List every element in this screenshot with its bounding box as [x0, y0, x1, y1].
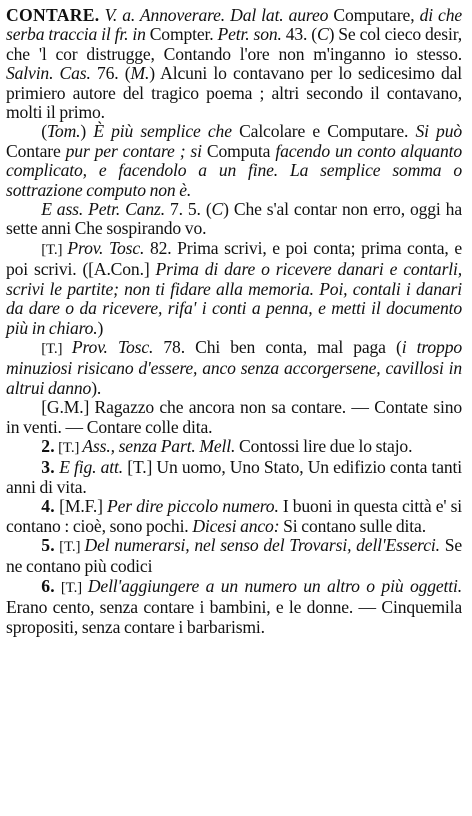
usage-paragraph [6, 398, 462, 437]
text-run: ) [97, 317, 104, 338]
italic-text: V. a. Annoverare. Dal lat. aureo [104, 5, 329, 25]
text-run: Computa [201, 140, 276, 161]
text-run: [T.] [54, 579, 88, 596]
sense-paragraph [6, 458, 462, 497]
text-run: ) Alcuni lo contavano per lo sedicesimo dal primiero autore del tragico poema ; altri secondo il contavano, molti il primo. [6, 63, 463, 123]
headword: CONTARE. [6, 5, 100, 25]
italic-text: Per dire piccolo numero. [106, 496, 279, 517]
text-run: Si contano sulle dita. [279, 515, 426, 536]
sense-number: 2. [41, 435, 55, 456]
text-run: 7. 5. ( [164, 199, 212, 220]
text-run: ( [41, 121, 47, 142]
text-run: Erano cento, senza contare i bambini, e le donne. — Cinquemila spropositi, senza contare i barbarismi. [6, 597, 462, 637]
text-run: I buoni in questa città e' si contano : cioè, sono pochi. [6, 496, 462, 536]
text-run: 78. Chi ben conta, mal paga ( [153, 336, 402, 357]
italic-text: M. [130, 63, 150, 84]
text-run: ) Che s'al contar non erro, oggi ha sette anni Che sospirando vo. [6, 199, 462, 239]
text-run: Contare [6, 140, 66, 161]
sense-number: 6. [41, 575, 55, 596]
sense-number: 4. [41, 496, 55, 517]
italic-text: Salvin. Cas. [6, 63, 91, 84]
italic-text: Del numerarsi, nel senso del Trovarsi, dell'Esserci. [84, 534, 440, 555]
sense-paragraph [6, 536, 462, 577]
text-run: 43. ( [281, 24, 317, 45]
italic-text: Ass., senza Part. Mell. [82, 435, 236, 456]
italic-text: E ass. Petr. Canz. [41, 199, 165, 220]
text-run: [T.] [54, 538, 85, 555]
italic-text: È più semplice che [93, 121, 232, 142]
italic-text: facendo un conto alquanto complicato, e facendolo a un fine. La semplice somma o sottrazione computo non è. [6, 140, 462, 200]
text-run: 82. Prima scrivi, e poi conta; prima conta, e poi scrivi. ([A.Con.] [6, 237, 462, 280]
italic-text: E fig. att. [59, 457, 124, 478]
sense-paragraph [6, 437, 462, 458]
dictionary-entry [6, 6, 462, 637]
italic-text: Dell'aggiungere a un numero un altro o più oggetti. [87, 575, 463, 596]
italic-text: pur per contare ; si [65, 140, 202, 161]
text-run: Calcolare e Computare. [231, 121, 416, 142]
italic-text: Si può [415, 121, 462, 142]
usage-paragraph [6, 200, 462, 239]
text-run: [T.] [41, 340, 72, 357]
usage-paragraph [6, 239, 462, 338]
entry-intro [6, 6, 462, 122]
text-run: ). [91, 377, 102, 398]
usage-paragraph [6, 122, 462, 200]
sense-paragraph [6, 497, 462, 536]
italic-text: Dicesi anco: [192, 515, 280, 536]
text-run: [M.F.] [54, 496, 107, 517]
italic-text: C [317, 24, 329, 45]
text-run: Computare, [328, 5, 420, 25]
italic-text: Prima di dare o ricevere danari e contarli, scrivi le partite; non ti fidare alla memoria. Poi, contali i danari da dare o da ricevere, rifa' i conti a penna, e metti il documento più in chiaro. [6, 259, 462, 338]
text-run: [T.] [41, 241, 68, 258]
numbered-senses [6, 437, 462, 637]
text-run: [T.] Un uomo, Uno Stato, Un edifizio conta tanti anni di vita. [6, 457, 463, 497]
text-run: [T.] [54, 439, 83, 456]
sense-number: 5. [41, 534, 55, 555]
italic-text: Tom. [46, 121, 81, 142]
text-run: Contossi lire due lo stajo. [235, 435, 413, 456]
text-run: Se ne contano più codici [6, 534, 462, 577]
italic-text: Petr. son. [217, 24, 282, 45]
italic-text: Prov. Tosc. [71, 336, 154, 357]
sense-number: 3. [41, 457, 55, 478]
text-run: 76. ( [90, 63, 131, 84]
sense-paragraph [6, 577, 462, 637]
italic-text: i troppo minuziosi risicano d'essere, anco senza accorgersene, cavillosi in altrui danno [6, 336, 462, 398]
text-run: [G.M.] Ragazzo che ancora non sa contare. — Contate sino in venti. — Contare colle dita. [6, 397, 462, 437]
italic-text: C [211, 199, 224, 220]
text-run: ) [80, 121, 94, 142]
usage-paragraph [6, 338, 462, 398]
italic-text: di che serba traccia il fr. in [6, 5, 463, 45]
text-run: ) Se col cieco desir, che 'l cor distrugge, Contando l'ore non m'inganno io stesso. [6, 24, 462, 64]
usage-paragraphs [6, 122, 462, 437]
italic-text: Prov. Tosc. [67, 237, 145, 258]
text-run: Compter. [145, 24, 218, 45]
